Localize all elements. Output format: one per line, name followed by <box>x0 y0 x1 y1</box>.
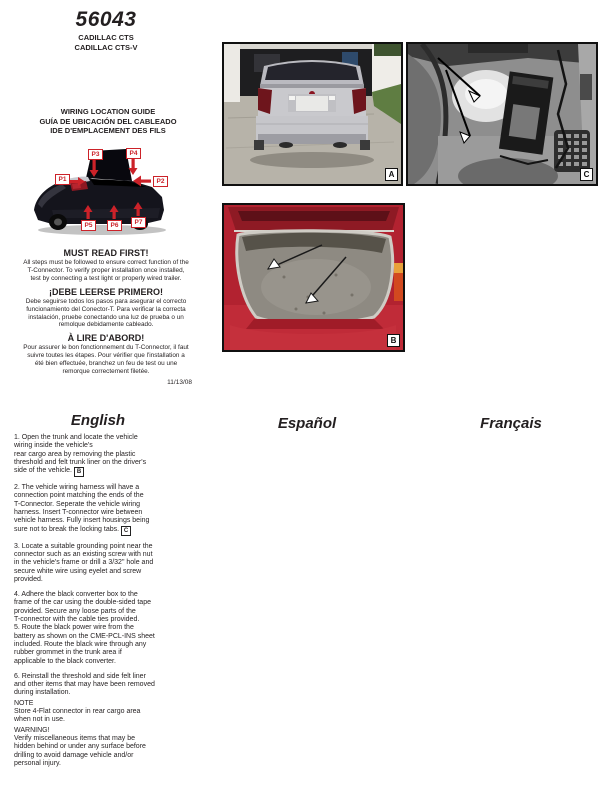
car-wiring-diagram <box>28 144 180 239</box>
wiring-point-label-p2: P2 <box>153 176 168 187</box>
right-taillight <box>352 88 366 114</box>
step-4: 4. Adhere the black converter box to the frame of the car using the double-sided tape provided. Secure any loose parts of the T-connector with the cable ties provided. <box>14 591 151 624</box>
notices-block <box>6 244 206 386</box>
step-6: 6. Reinstall the threshold and side felt liner and other items that may have been removed during installation. <box>14 672 155 697</box>
photo-a-rear-of-vehicle <box>222 42 403 186</box>
wiring-point-label-p1: P1 <box>55 174 70 185</box>
debe-leerse-body: Debe seguirse todos los pasos para asegurar el correcto funcionamiento del Conector-T. Para verificar la correcta instalación, pruebe conectando una luz de prueba o un remolque debidamente cableado. <box>25 297 187 329</box>
part-number: 56043 <box>75 8 137 31</box>
photo-c-image <box>408 44 596 184</box>
car-illustration <box>28 144 180 239</box>
wiring-point-label-p5: P5 <box>81 220 96 231</box>
note-body: Store 4-Flat connector in rear cargo area when not in use. <box>14 708 141 724</box>
warning-heading: WARNING! <box>14 726 50 734</box>
model-name-cts: CADILLAC CTS <box>78 33 134 42</box>
wiring-point-label-p4: P4 <box>126 148 141 159</box>
wiring-location-guide-title: WIRING LOCATION GUIDE GUÍA DE UBICACIÓN DEL CABLEADO IDE D'EMPLACEMENT DES FILS <box>39 107 177 136</box>
photo-a-label: A <box>385 168 398 181</box>
speaker-grille <box>554 130 590 172</box>
a-lire-body: Pour assurer le bon fonctionnement du T-Connector, il faut suivre toutes les étapes. Pour vérifier que l'installation a été bien effectuée, branchez un feu de test ou une remorque correctement filetée. <box>23 344 189 376</box>
column-heading-spanish: Español <box>277 415 337 432</box>
column-heading-english: English <box>70 412 126 429</box>
model-names <box>0 33 212 53</box>
wiring-point-label-p6: P6 <box>107 220 122 231</box>
photo-ref-c: C <box>121 526 131 536</box>
step-5: 5. Route the black power wire from the battery as shown on the CME-PCL-INS sheet included. Route the black wire through any rubber grommet in the trunk area if applicable to the black converter. <box>14 624 155 665</box>
license-plate <box>296 96 328 111</box>
step-3: 3. Locate a suitable grounding point near the connector such as an existing screw with nut in the vehicle's frame or drill a 3/32" hole and secure white wire using eyelet and screw provided. <box>14 542 154 583</box>
photo-b-label: B <box>387 334 400 347</box>
photo-b-image <box>224 205 403 350</box>
a-lire-heading: À LIRE D'ABORD! <box>67 333 145 344</box>
model-name-cts-v: CADILLAC CTS-V <box>74 43 138 52</box>
revision-date: 11/13/08 <box>167 378 192 386</box>
wiring-point-label-p3: P3 <box>88 149 103 160</box>
photo-ref-b: B <box>74 467 84 477</box>
warning-body: Verify miscellaneous items that may be hidden behind or under any surface before drilling to avoid damage vehicle and/or personal injury. <box>14 734 146 767</box>
debe-leerse-heading: ¡DEBE LEERSE PRIMERO! <box>48 286 163 297</box>
photo-a-image <box>224 44 401 184</box>
photo-b-open-trunk <box>222 203 405 352</box>
wiring-point-label-p7: P7 <box>131 217 146 228</box>
note-heading: NOTE <box>14 699 34 707</box>
photo-c-wiring-detail <box>406 42 598 186</box>
column-heading-french: Français <box>480 415 542 432</box>
step-2: 2. The vehicle wiring harness will have a connection point matching the ends of the T-Connector. Seperate the vehicle wiring harness. Insert T-connector wire between vehicle harness. Fully insert housings being sure not to break the locking tabs. C <box>14 484 150 534</box>
photo-c-label: C <box>580 168 593 181</box>
must-read-first-heading: MUST READ FIRST! <box>63 248 149 258</box>
must-read-first-body: All steps must be followed to ensure correct function of the T-Connector. To verify proper installation once installed, test by connecting a test light or properly wired trailer. <box>23 259 189 282</box>
left-taillight <box>258 88 272 114</box>
english-instructions <box>14 434 200 768</box>
step-1: 1. Open the trunk and locate the vehicle wiring inside the vehicle's rear cargo area by removing the plastic threshold and felt trunk liner on the driver's side of the vehicle. B <box>14 434 147 476</box>
